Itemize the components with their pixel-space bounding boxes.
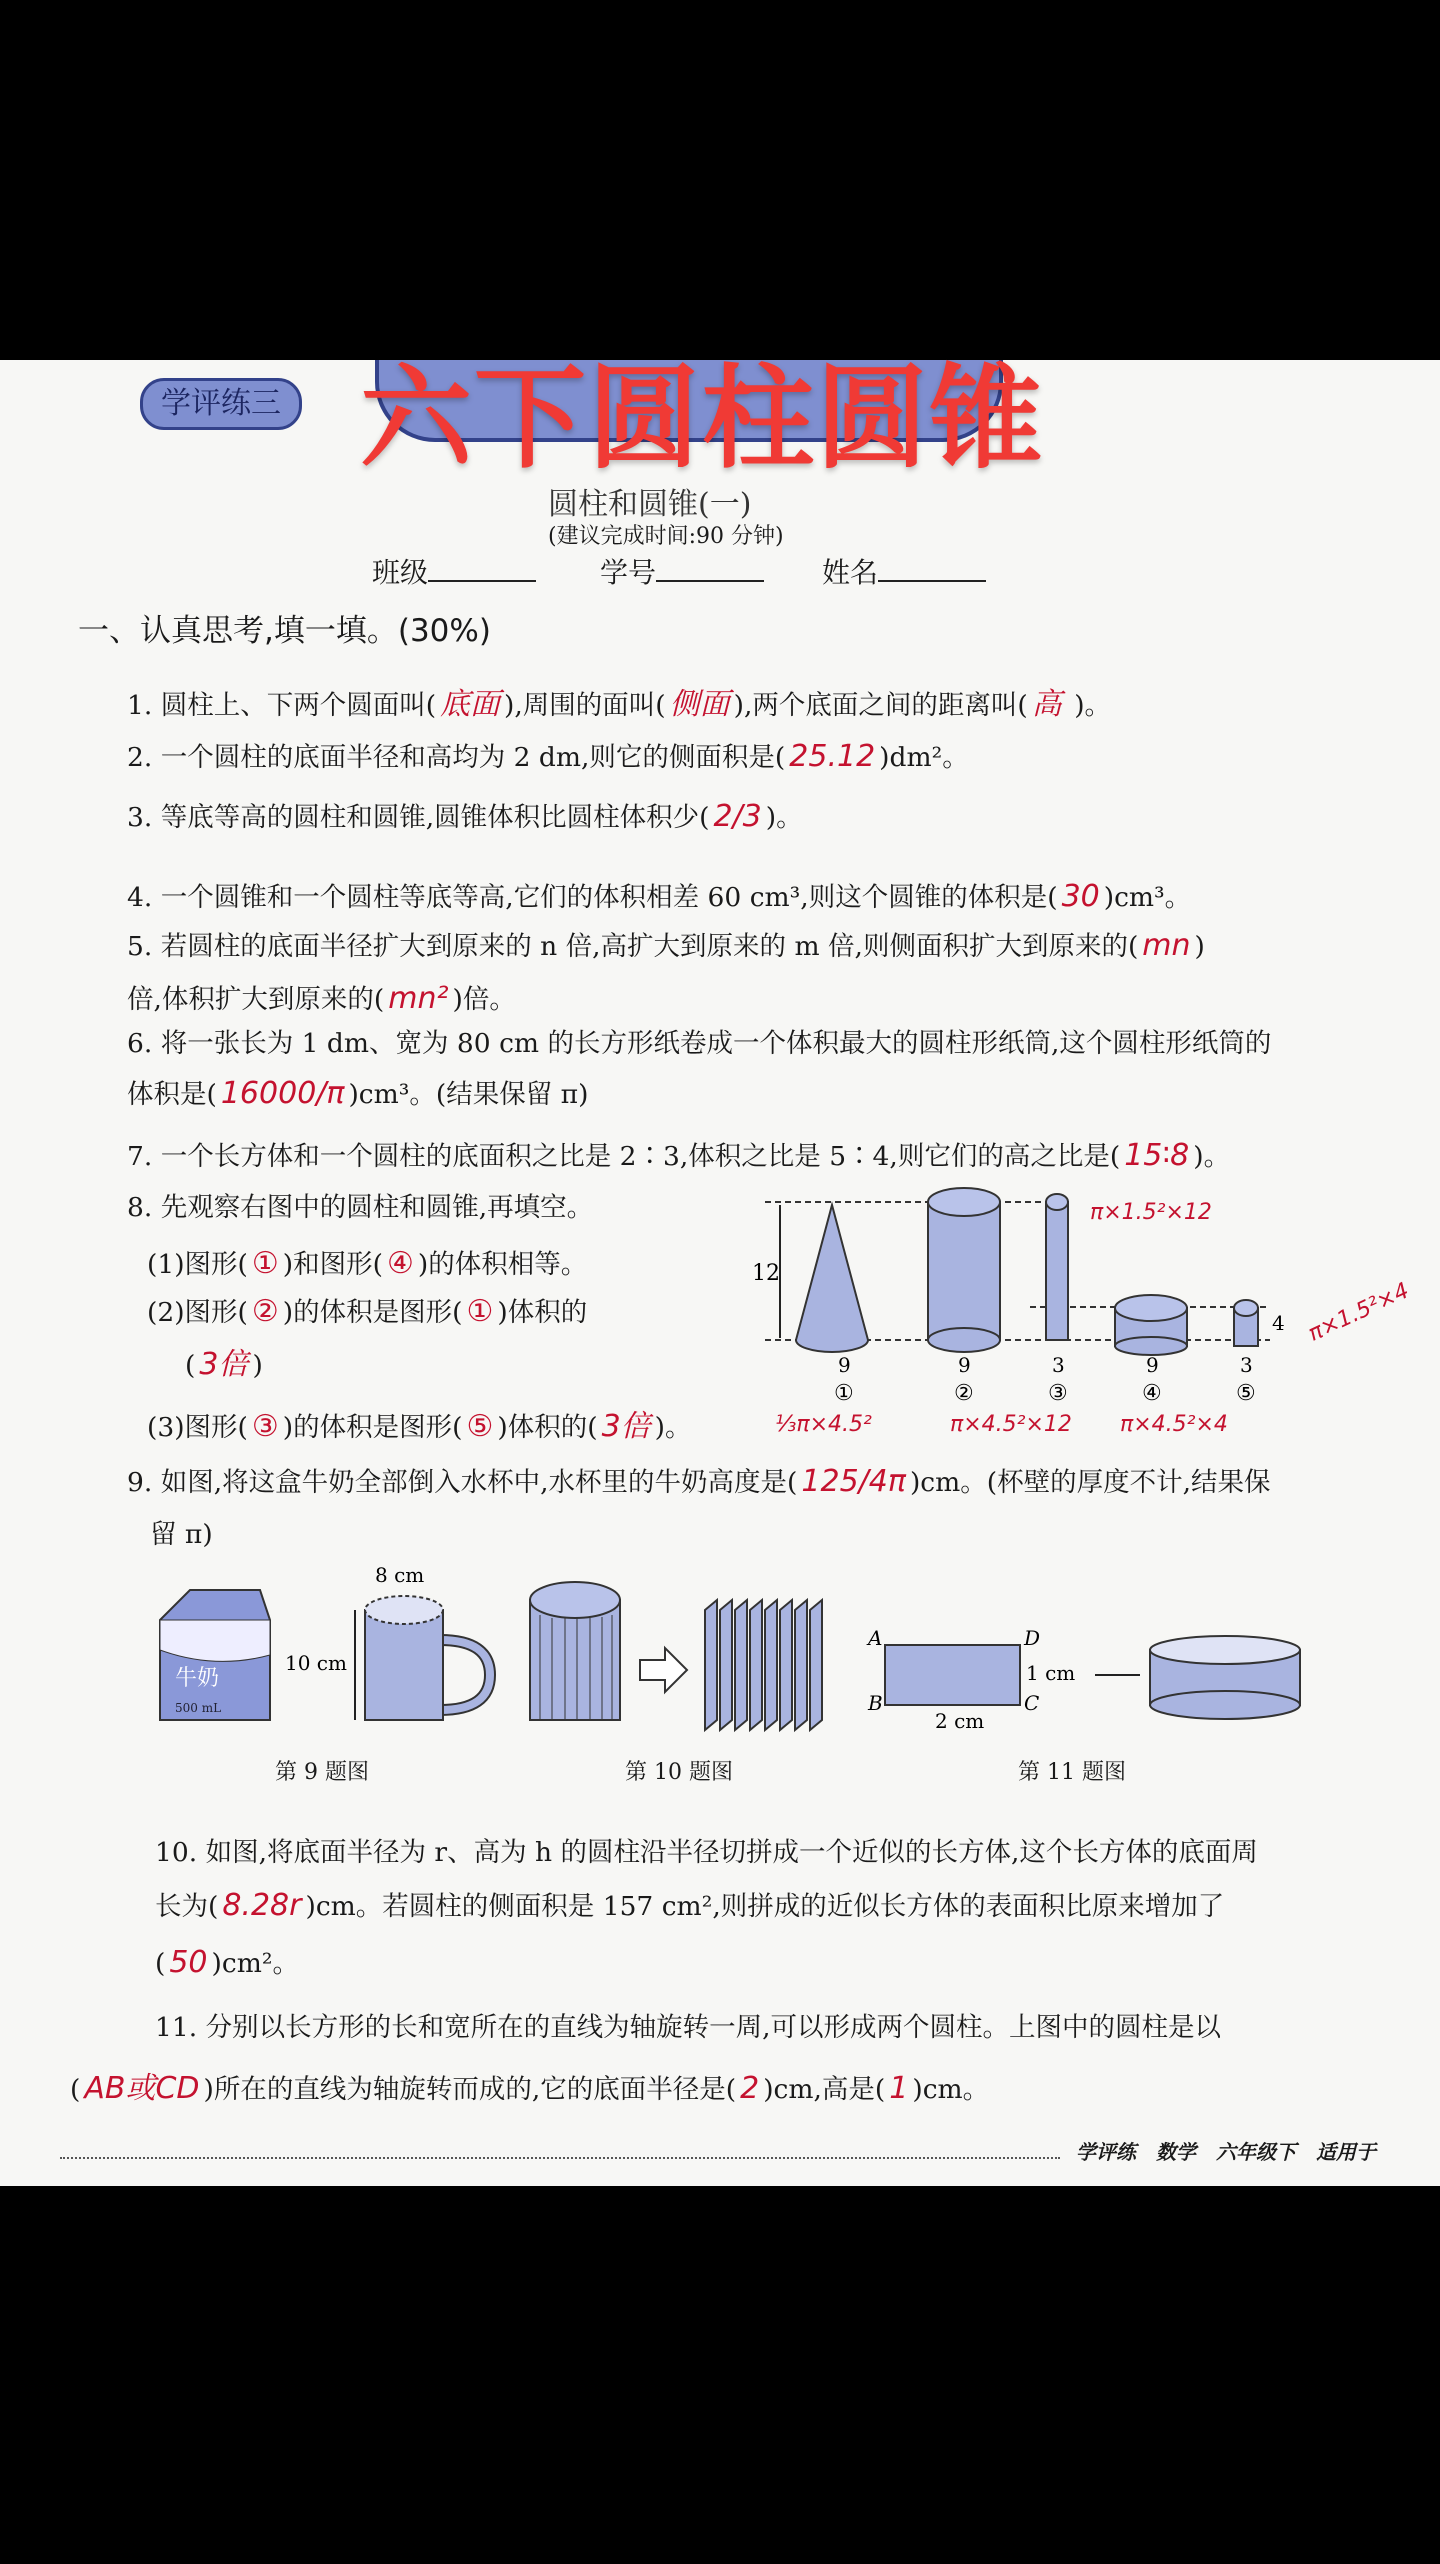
question-line: [127, 800, 803, 835]
question-text: )的体积相等。: [417, 1249, 588, 1280]
question-line: [147, 1410, 692, 1445]
question-text: )体积的(: [497, 1412, 598, 1443]
answer-blank[interactable]: 底面: [440, 687, 501, 722]
answer-blank[interactable]: 30: [1061, 879, 1100, 914]
milk-volume: 500 mL: [175, 1701, 222, 1715]
question-line: [185, 1348, 263, 1383]
label-b: B: [868, 1691, 883, 1715]
question-text: 2. 一个圆柱的底面半径和高均为 2 dm,则它的侧面积是(: [127, 742, 786, 773]
question-line: [127, 740, 969, 775]
question-text: )的体积是图形(: [282, 1412, 463, 1443]
answer-blank[interactable]: ①: [251, 1246, 279, 1281]
fig8-number-1: ①: [834, 1381, 854, 1406]
answer-blank[interactable]: 高: [1031, 687, 1062, 722]
note-fig3: π×1.5²×12: [1090, 1200, 1212, 1225]
question-line: [155, 1946, 299, 1981]
question-line: [127, 880, 1191, 915]
question-text: )倍。: [452, 984, 516, 1015]
question-text: 体积是(: [127, 1079, 217, 1110]
cylinder-2: [928, 1188, 1000, 1352]
arrow-icon: [640, 1648, 687, 1692]
question-text: (: [185, 1350, 196, 1381]
sliced-cylinder: [530, 1582, 620, 1720]
question-line: [155, 1836, 1258, 1870]
question-text: 6. 将一张长为 1 dm、宽为 80 cm 的长方形纸卷成一个体积最大的圆柱形纸筒,这个圆柱形纸筒的: [127, 1028, 1272, 1059]
figure-q8: [750, 1180, 1410, 1410]
caption-q9: 第 9 题图: [275, 1760, 369, 1785]
answer-blank[interactable]: ⑤: [466, 1409, 494, 1444]
question-line: [127, 1077, 588, 1112]
note-fig5: π×1.5²×4: [1304, 1278, 1413, 1347]
fig8-width-4: 9: [1146, 1353, 1159, 1377]
fig8-width-2: 9: [958, 1353, 971, 1377]
answer-blank[interactable]: AB或CD: [84, 2071, 200, 2106]
question-text: 3. 等底等高的圆柱和圆锥,圆锥体积比圆柱体积少(: [127, 802, 710, 833]
question-line: [127, 982, 516, 1017]
resulting-cylinder: [1150, 1636, 1300, 1719]
question-text: )。: [765, 802, 803, 833]
answer-blank[interactable]: ④: [386, 1246, 414, 1281]
question-text: )的体积是图形(: [282, 1297, 463, 1328]
answer-blank[interactable]: 125/4π: [801, 1464, 906, 1499]
cylinder-4: [1115, 1295, 1187, 1355]
class-field[interactable]: [372, 554, 536, 589]
question-text: (: [70, 2074, 81, 2105]
fig8-number-2: ②: [954, 1381, 974, 1406]
rectangle-abcd: [866, 1626, 1075, 1733]
question-text: (2)图形(: [147, 1297, 248, 1328]
question-text: 长为(: [155, 1891, 219, 1922]
question-text: )cm。: [912, 2074, 990, 2105]
milk-label: 牛奶: [175, 1666, 220, 1691]
label-c: C: [1024, 1691, 1040, 1715]
answer-blank[interactable]: 侧面: [669, 687, 730, 722]
question-line: [127, 688, 1111, 723]
time-note: (建议完成时间:90 分钟): [548, 524, 784, 549]
question-line: [127, 1465, 1271, 1500]
question-line: [150, 1518, 213, 1552]
question-text: )cm。若圆柱的侧面积是 157 cm²,则拼成的近似长方体的表面积比原来增加了: [305, 1891, 1225, 1922]
fig8-number-5: ⑤: [1236, 1381, 1256, 1406]
label-width: 1 cm: [1026, 1661, 1076, 1685]
figure-row-q9-q11: [140, 1560, 1340, 1750]
answer-blank[interactable]: 3倍: [601, 1409, 651, 1444]
student-number-label: 学号: [600, 556, 657, 589]
label-a: A: [868, 1626, 883, 1650]
answer-blank[interactable]: ①: [466, 1294, 494, 1329]
label-d: D: [1024, 1626, 1041, 1650]
question-text: )。: [1193, 1141, 1231, 1172]
question-text: )体积的: [497, 1297, 588, 1328]
fig8-height-label: 12: [752, 1261, 780, 1286]
milk-carton: [160, 1590, 270, 1720]
question-text: 倍,体积扩大到原来的(: [127, 984, 385, 1015]
question-line: [70, 2072, 989, 2107]
answer-blank[interactable]: mn: [1142, 928, 1191, 963]
question-text: 5. 若圆柱的底面半径扩大到原来的 n 倍,高扩大到原来的 m 倍,则侧面积扩大到原来的(: [127, 931, 1139, 962]
question-text: )cm²。: [211, 1948, 299, 1979]
student-number-field[interactable]: [600, 554, 764, 589]
cup-height: 10 cm: [285, 1651, 347, 1675]
rearranged-cuboid: [705, 1600, 822, 1730]
caption-q11: 第 11 题图: [1018, 1760, 1126, 1785]
question-text: ),两个底面之间的距离叫(: [733, 690, 1028, 721]
question-line: [127, 1139, 1230, 1174]
question-text: )和图形(: [282, 1249, 383, 1280]
answer-blank[interactable]: 2: [740, 2071, 760, 2106]
question-line: [127, 1191, 593, 1225]
note-fig2: π×4.5²×12: [950, 1412, 1072, 1437]
answer-blank[interactable]: 16000/π: [220, 1076, 345, 1111]
answer-blank[interactable]: 3倍: [199, 1347, 249, 1382]
question-text: 10. 如图,将底面半径为 r、高为 h 的圆柱沿半径切拼成一个近似的长方体,这个长方体的底面周: [155, 1837, 1258, 1868]
question-line: [127, 1027, 1271, 1061]
question-line: [155, 2011, 1221, 2045]
fig8-number-3: ③: [1048, 1381, 1068, 1406]
question-text: 7. 一个长方体和一个圆柱的底面积之比是 2∶3,体积之比是 5∶4,则它们的高之比是(: [127, 1141, 1121, 1172]
question-line: [155, 1889, 1224, 1924]
question-line: [147, 1295, 587, 1330]
question-text: 8. 先观察右图中的圆柱和圆锥,再填空。: [127, 1192, 594, 1223]
question-text: )dm²。: [879, 742, 969, 773]
note-fig4: π×4.5²×4: [1120, 1412, 1228, 1437]
label-length: 2 cm: [935, 1709, 985, 1733]
overlay-title: 六下圆柱圆锥: [360, 354, 1044, 484]
answer-blank[interactable]: 15∶8: [1124, 1138, 1190, 1173]
question-text: )cm,高是(: [763, 2074, 886, 2105]
question-text: )。: [1065, 690, 1112, 721]
question-text: (1)图形(: [147, 1249, 248, 1280]
question-text: ): [252, 1350, 263, 1381]
name-field[interactable]: [822, 554, 986, 589]
question-text: (3)图形(: [147, 1412, 248, 1443]
question-text: )。: [654, 1412, 692, 1443]
question-line: [127, 929, 1205, 964]
question-text: 留 π): [150, 1519, 213, 1550]
question-text: (: [155, 1948, 166, 1979]
answer-blank[interactable]: 2/3: [713, 799, 762, 834]
question-text: )cm³。: [1103, 882, 1192, 913]
question-text: )所在的直线为轴旋转而成的,它的底面半径是(: [203, 2074, 737, 2105]
fig8-width-1: 9: [838, 1353, 851, 1377]
question-text: 1. 圆柱上、下两个圆面叫(: [127, 690, 437, 721]
question-text: 4. 一个圆锥和一个圆柱等底等高,它们的体积相差 60 cm³,则这个圆锥的体积是(: [127, 882, 1058, 913]
worksheet-subtitle: 圆柱和圆锥(一): [548, 487, 752, 522]
answer-blank[interactable]: ②: [251, 1294, 279, 1329]
cup: [365, 1596, 490, 1720]
fig8-small-height: 4: [1272, 1311, 1285, 1335]
class-label: 班级: [372, 556, 429, 589]
cone-1: [796, 1205, 868, 1352]
cylinder-3: [1046, 1194, 1068, 1340]
answer-blank[interactable]: 8.28r: [222, 1888, 302, 1923]
question-text: 11. 分别以长方形的长和宽所在的直线为轴旋转一周,可以形成两个圆柱。上图中的圆柱是以: [155, 2012, 1221, 2043]
question-text: 9. 如图,将这盒牛奶全部倒入水杯中,水杯里的牛奶高度是(: [127, 1467, 798, 1498]
footer: [60, 2140, 1440, 2164]
answer-blank[interactable]: 1: [889, 2071, 909, 2106]
fig8-number-4: ④: [1142, 1381, 1162, 1406]
question-text: ): [1194, 931, 1205, 962]
fig8-width-5: 3: [1240, 1353, 1253, 1377]
question-text: ),周围的面叫(: [504, 690, 666, 721]
cylinder-5: [1234, 1300, 1258, 1346]
section-heading: 一、认真思考,填一填。(30%): [78, 613, 491, 649]
name-label: 姓名: [822, 556, 879, 589]
fig8-width-3: 3: [1052, 1353, 1065, 1377]
cup-diameter: 8 cm: [375, 1563, 425, 1587]
question-text: )cm³。(结果保留 π): [348, 1079, 589, 1110]
answer-blank[interactable]: 50: [169, 1945, 208, 1980]
answer-blank[interactable]: ③: [251, 1409, 279, 1444]
answer-blank[interactable]: 25.12: [789, 739, 876, 774]
caption-q10: 第 10 题图: [625, 1760, 733, 1785]
footer-text: 学评练 数学 六年级下 适用于: [1076, 2140, 1376, 2164]
question-text: )cm。(杯壁的厚度不计,结果保: [909, 1467, 1271, 1498]
worksheet-banner: 学评练三: [140, 378, 302, 430]
note-fig1: ⅓π×4.5²: [775, 1412, 872, 1437]
answer-blank[interactable]: mn²: [388, 981, 449, 1016]
question-line: [147, 1247, 587, 1282]
